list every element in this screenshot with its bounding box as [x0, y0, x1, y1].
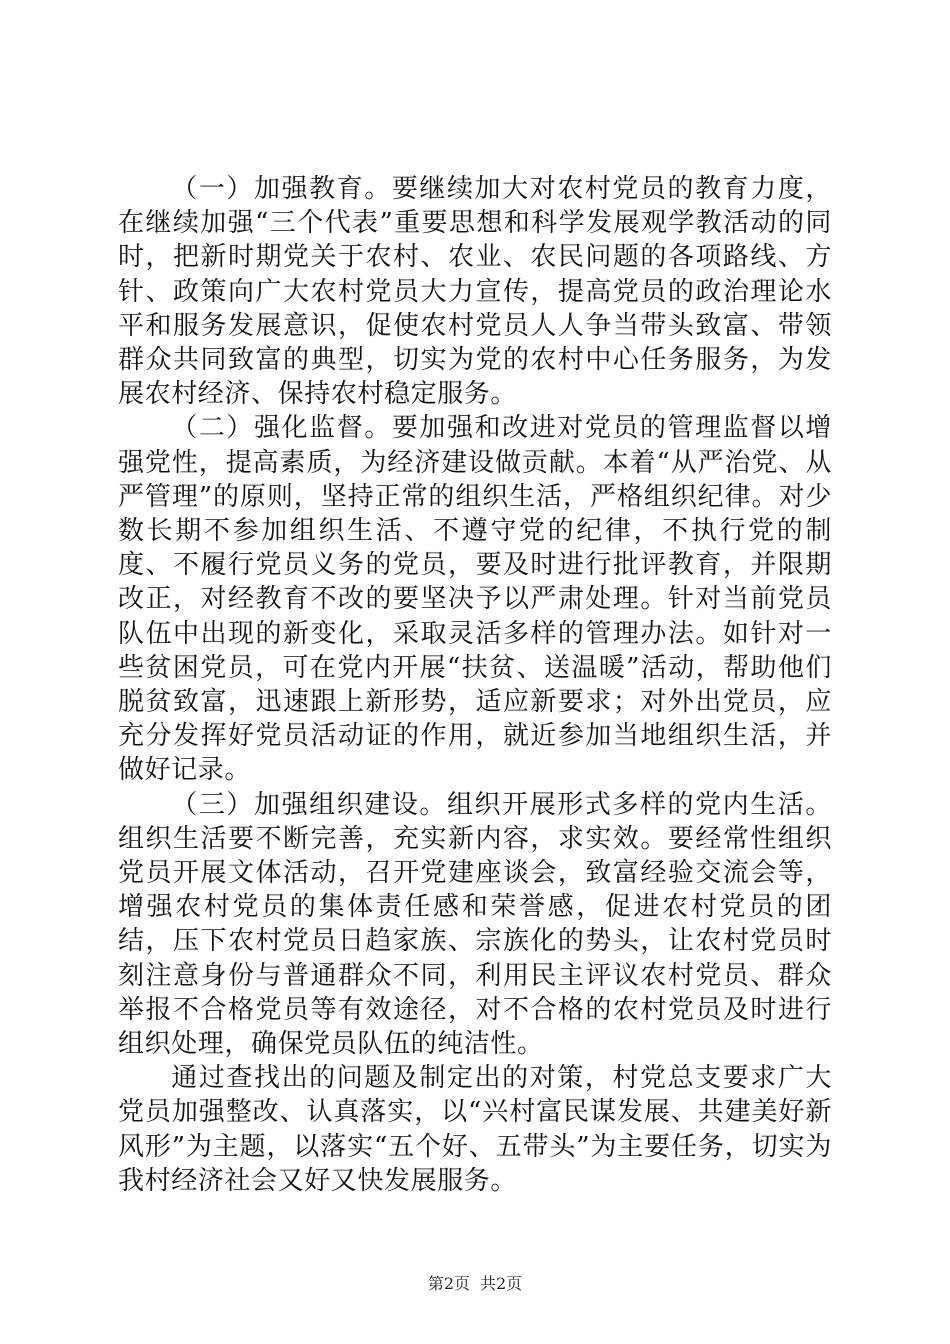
page-footer	[0, 1271, 950, 1294]
paragraph-strengthen-education: （一）加强教育。要继续加大对农村党员的教育力度，在继续加强“三个代表”重要思想和科学发展观学教活动的同时，把新时期党关于农村、农业、农民问题的各项路线、方针、政策向广大农村党员大力宣传，提高党员的政治理论水平和服务发展意识，促使农村党员人人争当带头致富、带领群众共同致富的典型，切实为党的农村中心任务服务，为发展农村经济、保持农村稳定服务。	[118, 174, 832, 410]
document-body	[118, 172, 832, 1198]
page-number-current: 第2页	[427, 1274, 470, 1293]
page-number-total: 共2页	[480, 1274, 523, 1293]
paragraph-conclusion: 通过查找出的问题及制定出的对策，村党总支要求广大党员加强整改、认真落实，以“兴村富民谋发展、共建美好新风形”为主题，以落实“五个好、五带头”为主要任务，切实为我村经济社会又好又快发展服务。	[118, 1063, 832, 1196]
paragraph-strengthen-supervision: （二）强化监督。要加强和改进对党员的管理监督以增强党性，提高素质，为经济建设做贡献。本着“从严治党、从严管理”的原则，坚持正常的组织生活，严格组织纪律。对少数长期不参加组织生活、不遵守党的纪律，不执行党的制度、不履行党员义务的党员，要及时进行批评教育，并限期改正，对经教育不改的要坚决予以严肃处理。针对当前党员队伍中出现的新变化，采取灵活多样的管理办法。如针对一些贫困党员，可在党内开展“扶贫、送温暖”活动，帮助他们脱贫致富，迅速跟上新形势，适应新要求；对外出党员，应充分发挥好党员活动证的作用，就近参加当地组织生活，并做好记录。	[118, 413, 832, 786]
paragraph-organization-building: （三）加强组织建设。组织开展形式多样的党内生活。组织生活要不断完善，充实新内容，求实效。要经常性组织党员开展文体活动，召开党建座谈会，致富经验交流会等，增强农村党员的集体责任感和荣誉感，促进农村党员的团结，压下农村党员日趋家族、宗族化的势头，让农村党员时刻注意身份与普通群众不同，利用民主评议农村党员、群众举报不合格党员等有效途径，对不合格的农村党员及时进行组织处理，确保党员队伍的纯洁性。	[118, 789, 832, 1060]
